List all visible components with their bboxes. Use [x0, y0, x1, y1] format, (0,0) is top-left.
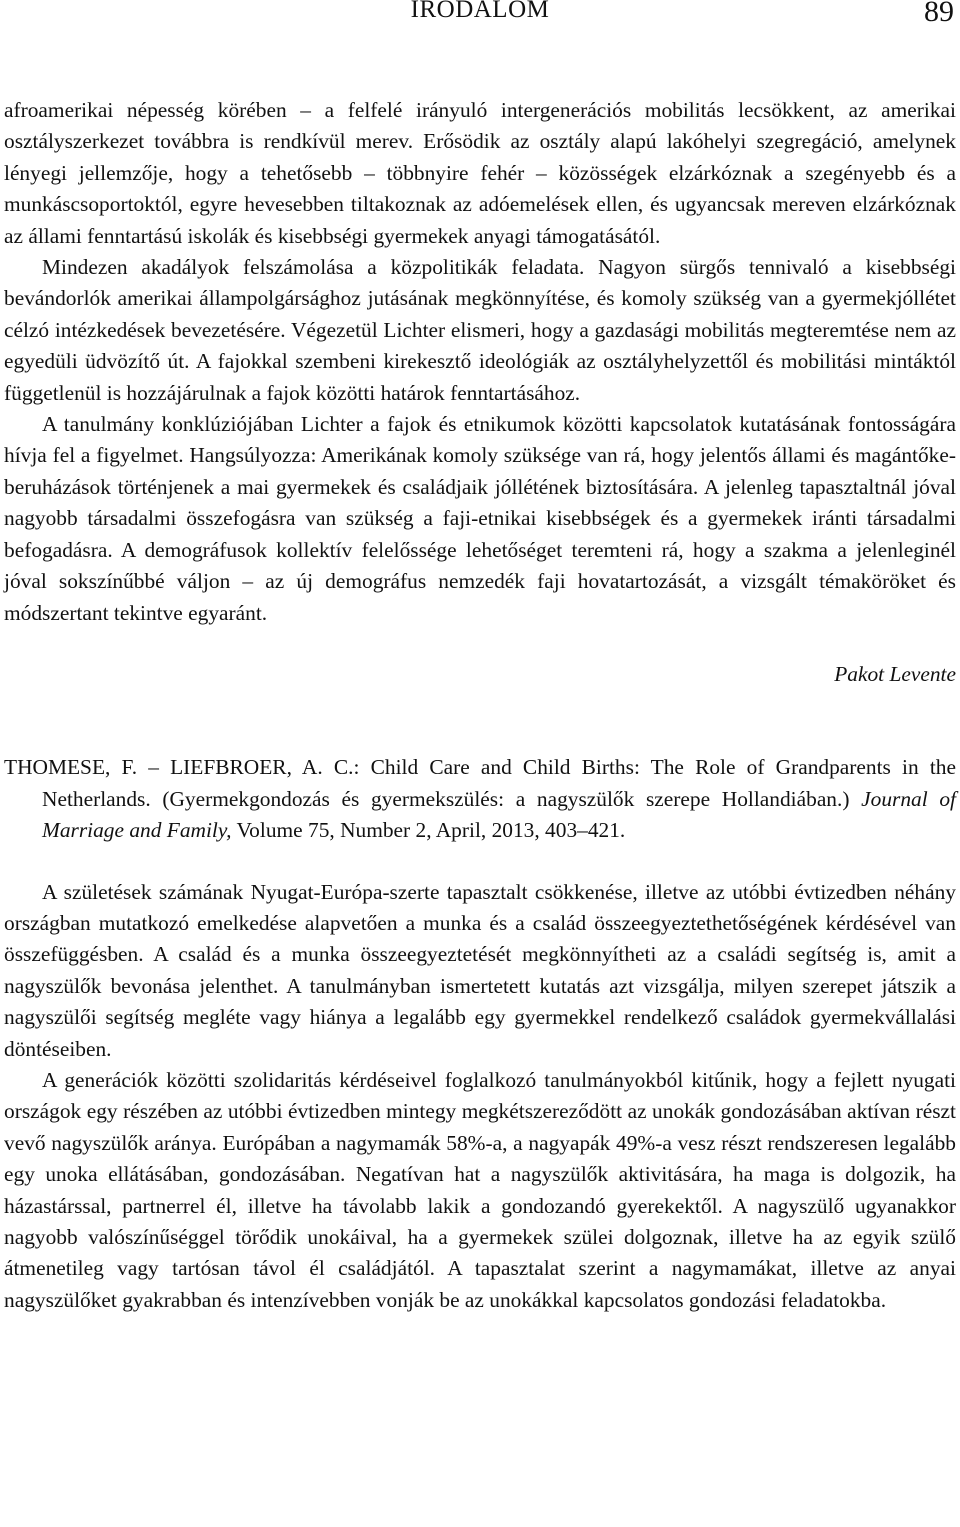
review1-paragraph-3: A tanulmány konklúziójában Lichter a fajok és etnikumok közötti kapcsolatok kutatásának fontosságára hívja fel a figyelmet. Hangsúlyozza: Amerikának komoly szüksége van rá, hogy jelentős állami és magántőke-beruházások történjenek a mai gyermekek és családjaik jóllétének biztosítására. A jelenleg tapasztaltnál jóval nagyobb társadalmi összefogásra van szükség a faji-etnikai kisebbségek és a gyermekek iránti társadalmi befogadásra. A demográfusok kollektív felelőssége lehetőséget teremteni rá, hogy a szakma a jelenleginél jóval sokszínűbbé váljon – az új demográfus nemzedék faji hovatartozását, a vizsgált témaköröket és módszertant tekintve egyaránt. [4, 412, 956, 625]
review-thomese [4, 752, 956, 1316]
review1-paragraph-1: afroamerikai népesség körében – a felfelé irányuló intergenerációs mobilitás lecsökkent, az amerikai osztályszerkezet továbbra is rendkívül merev. Erősödik az osztály alapú lakóhelyi szegregáció, amelynek lényegi jellemzője, hogy a tehetősebb – többnyire fehér – közösségek elzárkóznak a szegényebb és a munkáscsoportoktól, egyre hevesebben tiltakoznak az adóemelések ellen, és ugyancsak mereven elzárkóznak az állami fenntartású iskolák és kisebbségi gyermekek anyagi támogatásától. [4, 98, 956, 248]
review2-paragraph-2: A generációk közötti szolidaritás kérdéseivel foglalkozó tanulmányokból kitűnik, hogy a fejlett nyugati országok egy részében az utóbbi évtizedben mintegy megkétszereződött az unokák gondozásában aktívan részt vevő nagyszülők aránya. Európában a nagymamák 58%-a, a nagyapák 49%-a vesz részt rendszeresen legalább egy unoka ellátásában, gondozásában. Negatívan hat a nagyszülők aktivitására, ha maga is dolgozik, ha házastárssal, partnerrel él, illetve ha távolabb lakik a gondozandó gyerekektől. A nagyszülő ugyanakkor nagyobb valószínűséggel törődik unokáival, ha a gyermekek szülei dolgoznak, illetve ha az egyik szülő átmenetileg vagy tartósan távol él családjától. A tapasztalat szerint a nagymamákat, illetve az anyai nagyszülőket gyakrabban és intenzívebben vonják be az unokákkal kapcsolatos gondozási feladatokba. [4, 1067, 956, 1312]
bibliographic-reference [4, 752, 956, 846]
review1-paragraph-2: Mindezen akadályok felszámolása a közpolitikák feladata. Nagyon sürgős tennivaló a kisebbségi bevándorlók amerikai állampolgársághoz jutásának megkönnyítése, és komoly szükség van a gyermekjóllétet célzó intézkedések bevezetésére. Végezetül Lichter elismeri, hogy a gazdasági mobilitás megteremtése nem az egyedüli üdvözítő út. A fajokkal szembeni kirekesztő ideológiák az osztályhelyzettől és mobilitási mintáktól függetlenül is hozzájárulnak a fajok közötti határok fenntartásához. [4, 255, 956, 405]
page-number: 89 [924, 0, 954, 28]
reference-journal: Journal of Marriage and Family, [42, 786, 957, 843]
reference-authors: THOMESE, F. – LIEFBROER, A. C.: [4, 755, 371, 780]
reference-details: Volume 75, Number 2, April, 2013, 403–421. [231, 818, 626, 843]
reviewer-signature: Pakot Levente [834, 661, 956, 686]
running-header [4, 0, 956, 36]
review-lichter [4, 95, 956, 690]
document-page [4, 0, 956, 1316]
section-gap [4, 847, 956, 877]
review2-paragraph-1: A születések számának Nyugat-Európa-szerte tapasztalt csökkenése, illetve az utóbbi évtizedben néhány országban mutatkozó emelkedése alapvetően a munka és a család összeegyeztethetőségének kérdésével van összefüggésben. A család és a munka összeegyeztetését megkönnyítheti az a családi segítség is, amit a nagyszülők bevonása jelenthet. A tanulmányban ismertetett kutatás azt vizsgálja, milyen szerepet játszik a nagyszülői segítség megléte vagy hiánya a legalább egy gyermekkel rendelkező családok gyermekvállalási döntéseiben. [4, 879, 956, 1061]
reference-title: Child Care and Child Births: The Role of Grandparents in the Netherlands. (Gyermekgondozás és gyermekszülés: a nagyszülők szerepe Hollandiában.) [42, 755, 956, 811]
section-title: IRODALOM [410, 0, 550, 23]
